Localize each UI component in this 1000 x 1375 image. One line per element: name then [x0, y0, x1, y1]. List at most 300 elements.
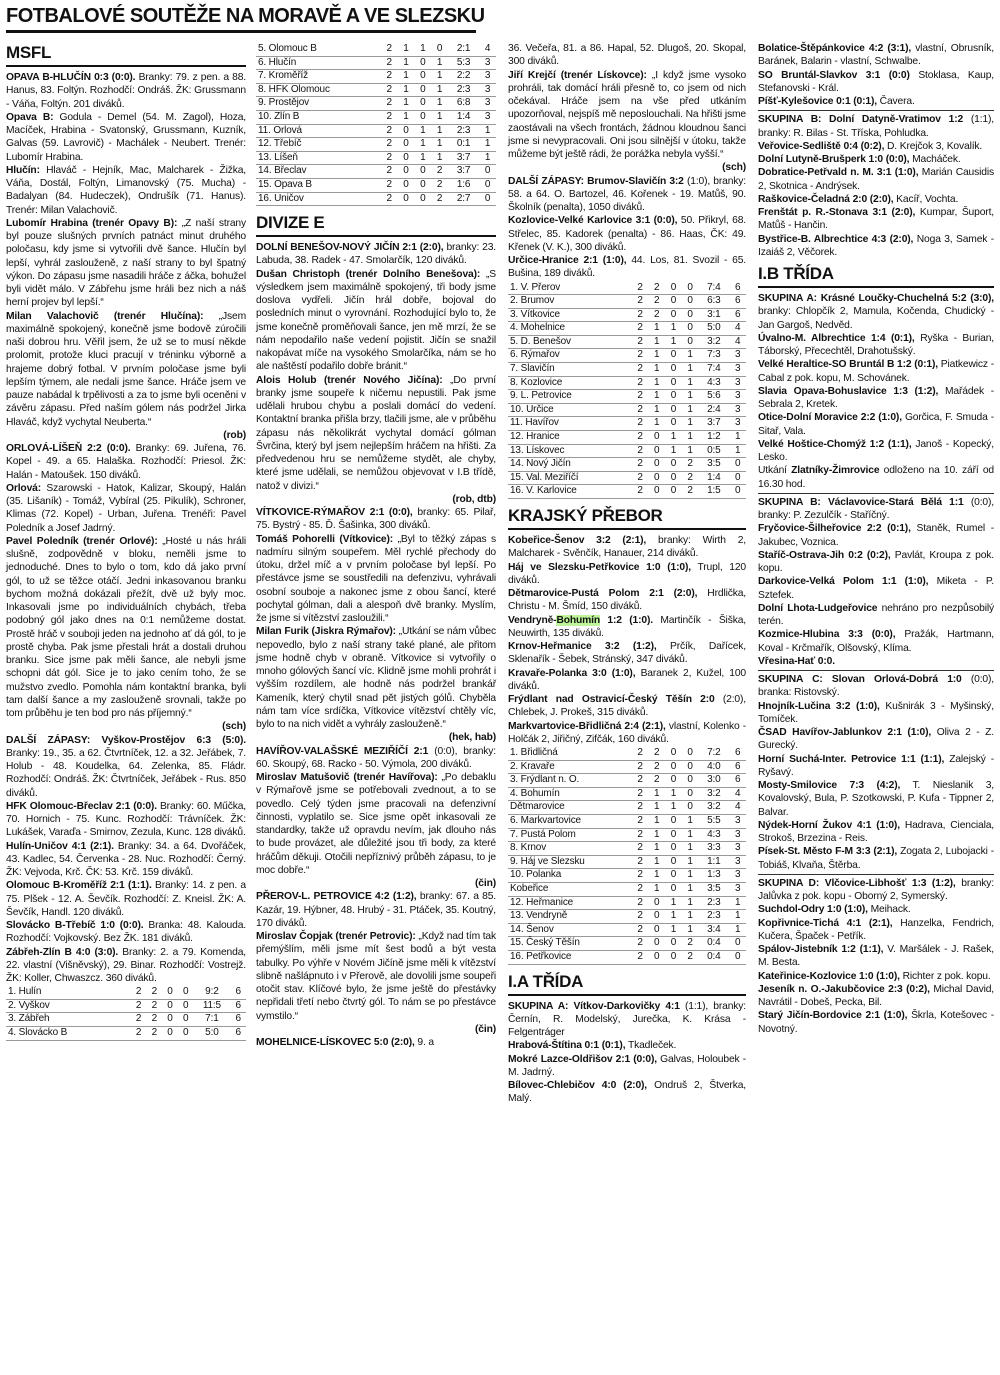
- table-row: [256, 178, 496, 192]
- team-name-cell: 1. Břidličná: [508, 747, 632, 760]
- stat-cell: 1: [479, 124, 496, 138]
- team-name-cell: 1. Hulín: [6, 986, 131, 999]
- table-row: [256, 192, 496, 206]
- stat-cell: 2: [381, 56, 398, 70]
- team-name-cell: 6. Markvartovice: [508, 814, 632, 828]
- stat-cell: 3: [729, 376, 746, 390]
- stat-cell: 3:2: [698, 787, 729, 801]
- team-name-cell: 6. Hlučín: [256, 56, 381, 70]
- stat-cell: 1: [682, 910, 699, 924]
- stat-cell: 3: [729, 349, 746, 363]
- stat-cell: 2: [381, 165, 398, 179]
- stat-cell: 1: [648, 787, 665, 801]
- team-name-cell: 14. Břeclav: [256, 165, 381, 179]
- stat-cell: 0: [729, 458, 746, 472]
- team-name-cell: 15. Opava B: [256, 178, 381, 192]
- stat-cell: 2: [632, 828, 649, 842]
- table-row: [508, 828, 746, 842]
- team-name-cell: 11. Havířov: [508, 417, 632, 431]
- table-row: [508, 431, 746, 445]
- team-name-cell: 2. Vyškov: [6, 999, 131, 1013]
- stat-cell: 7:1: [193, 1013, 230, 1027]
- team-name-cell: 10. Určice: [508, 403, 632, 417]
- stat-cell: 2: [632, 295, 649, 309]
- stat-cell: 0: [665, 485, 682, 499]
- stat-cell: 3: [479, 56, 496, 70]
- stat-cell: 2: [632, 842, 649, 856]
- stat-cell: 2: [632, 349, 649, 363]
- byline: (sch): [722, 162, 746, 174]
- stat-cell: 3: [729, 403, 746, 417]
- column-1: [6, 38, 246, 1047]
- stat-cell: 1: [682, 814, 699, 828]
- team-name-cell: 10. Zlín B: [256, 110, 381, 124]
- team-name-cell: 14. Nový Jičín: [508, 458, 632, 472]
- stat-cell: 6:3: [698, 295, 729, 309]
- stat-cell: 1: [648, 801, 665, 815]
- stat-cell: 1: [648, 390, 665, 404]
- stat-cell: 0: [665, 747, 682, 760]
- standings-table-divize: [508, 282, 746, 500]
- stat-cell: 0: [414, 97, 431, 111]
- match-report: Bolatice-Štěpánkovice 4:2 (3:1), vlastní, Obrusník, Baránek, Balarin - vlastní, Schwalbe.: [758, 43, 994, 68]
- stat-cell: 2:7: [448, 192, 479, 206]
- byline: (čin): [475, 1023, 496, 1035]
- stat-cell: 3: [729, 814, 746, 828]
- table-row: [256, 43, 496, 56]
- quote: Milan Valachovič (trenér Hlučína): „Jsem maximálně spokojený, konečně jsme bodově zúročili naši dobrou hru. Věřil jsem, že už se to musí někde prolomit, protože kluci pracují v tréninku výborně a hrajeme dobrý fotbal. V prvním poločase jsme byli lepším týmem, ale nedali jsme šance. Hráče jsem ve pauze nabádal k trpělivosti a za to jsme byli oceněni v závěru zápasu. Před naším gólem nás podržel Jirka Hlaváč, když vychytal Neuberta.“: [6, 310, 246, 428]
- quote: Miroslav Matušovič (trenér Havířova): „Po debaklu v Rýmařově jsme se potřebovali zvednout, a to se povedlo. Celý týden jsme pracovali na defenzivní činnosti, vyplatilo se. Sice jsme opět inkasovali ze standardky, takže už opravdu nevím, jak dlouho nás to bude provázet, ale důležité jsou tři body, za které hráčům děkuji. Otočili nepříznivý průběh zápasu, to je moc dobře.“: [256, 772, 497, 876]
- stat-cell: 2: [381, 83, 398, 97]
- stat-cell: 2: [131, 999, 147, 1013]
- stat-cell: 2: [131, 1027, 147, 1041]
- stat-cell: 2:1: [448, 43, 479, 56]
- stat-cell: 2: [682, 485, 699, 499]
- match-report: Olomouc B-Kroměříž 2:1 (1:1). Branky: 14. z pen. a 75. Plšek - 12. A. Ševčík. Rozhodčí: Z. Kneisl. ŽK: A. Ševčík, Handl. 120 diváků.: [6, 880, 246, 918]
- team-name-cell: 9. Háj ve Slezsku: [508, 855, 632, 869]
- stat-cell: 2: [632, 444, 649, 458]
- stat-cell: 0: [414, 83, 431, 97]
- stat-cell: 0:4: [698, 950, 729, 964]
- stat-cell: 1: [665, 322, 682, 336]
- stat-cell: 2: [648, 774, 665, 788]
- stat-cell: 2:2: [448, 70, 479, 84]
- stat-cell: 0: [648, 485, 665, 499]
- stat-cell: 1: [665, 431, 682, 445]
- stat-cell: 0: [729, 950, 746, 964]
- lineup: Orlová: Szarowski - Hatok, Kalizar, Skoupý, Halán (35. Lišaník) - Tomáž, Vybíral (25. Pikulík), Schroner, Klimas (72. Kopel) - Urban, Juřena. Trenéři: Pavel Poledník a Josef Jadrný.: [6, 482, 246, 534]
- stat-cell: 1: [729, 923, 746, 937]
- stat-cell: 0: [648, 444, 665, 458]
- stat-cell: 2: [381, 151, 398, 165]
- team-name-cell: 4. Mohelnice: [508, 322, 632, 336]
- match-report: Háj ve Slezsku-Petřkovice 1:0 (1:0), Trupl, 120 diváků.: [508, 561, 746, 586]
- column-3: [508, 42, 746, 1106]
- table-row: [508, 363, 746, 377]
- stat-cell: 1: [431, 97, 448, 111]
- stat-cell: 2: [146, 986, 162, 999]
- stat-cell: 2: [648, 747, 665, 760]
- team-name-cell: 12. Hranice: [508, 431, 632, 445]
- stat-cell: 1: [431, 138, 448, 152]
- table-row: [256, 110, 496, 124]
- match-report: Vendryně-Bohumín 1:2 (1:0). Martinčík - Šiška, Neuwirth, 135 diváků.: [508, 614, 746, 639]
- divider: [758, 874, 994, 875]
- team-name-cell: 2. Kravaře: [508, 760, 632, 774]
- stat-cell: 0: [479, 178, 496, 192]
- table-row: [256, 138, 496, 152]
- stat-cell: 0: [665, 295, 682, 309]
- team-name-cell: 6. Rýmařov: [508, 349, 632, 363]
- stat-cell: 3:5: [698, 882, 729, 896]
- stat-cell: 2: [381, 124, 398, 138]
- stat-cell: 0: [665, 349, 682, 363]
- stat-cell: 0: [665, 882, 682, 896]
- byline: (čin): [475, 878, 496, 890]
- stat-cell: 3:3: [698, 842, 729, 856]
- match-report: SO Bruntál-Slavkov 3:1 (0:0) Stoklasa, Kaup, Stefanovski - Král.: [758, 69, 995, 94]
- match-report: DOLNÍ BENEŠOV-NOVÝ JIČÍN 2:1 (2:0), branky: 23. Labuda, 38. Radek - 47. Smolarčík, 120 diváků.: [256, 242, 496, 267]
- stat-cell: 2: [146, 1027, 162, 1041]
- team-name-cell: 8. HFK Olomouc: [256, 83, 381, 97]
- match-report: Kozmice-Hlubina 3:3 (0:0), Pražák, Hartmann, Koval - Krčmařík, Olšovský, Klíma.: [758, 629, 994, 654]
- stat-cell: 1: [398, 83, 415, 97]
- table-row: [508, 760, 746, 774]
- match-report: Mosty-Smilovice 7:3 (4:2), T. Nieslanik 3, Kovalovský, Bula, P. Szotkowski, P. Kufa - Tippner 2, Balvar.: [758, 780, 994, 818]
- stat-cell: 0: [648, 910, 665, 924]
- quote: Jiří Krejčí (trenér Lískovce): „I když jsme vysoko prohráli, tak domácí hráli přesně to, co jsem od nich očekával. Hráče jsem na vše před utkáním upozorňoval, nejspíš mě neposlouchali. Na hřišti jsme zaostávali na všech frontách, žádnou kloudnou šanci jsme si nevypracovali. Oni jsou silnější v útoku, takže můžeme být ještě rádi, že porážka nebyla vyšší.“: [508, 69, 747, 160]
- match-report: OPAVA B-HLUČÍN 0:3 (0:0). Branky: 79. z pen. a 88. Hanus, 83. Foltýn. Rozhodčí: Ondráš. ŽK: Grussmann - Váňa, Foltýn. 201 diváků.: [6, 72, 246, 110]
- quote: Alois Holub (trenér Nového Jičína): „Do první branky jsme soupeře k ničemu nepustili. Pak jsme udělali hrubou chybu a poslali domácí do vedení. Kontaktní branka přišla brzy, tlačili jsme, ale v průběhu zápasu nás několikrát vychytal domácí gólman Švrčina, který byl jsem nejlepším hráčem na hřišti. Za předvedenou hru se nemůžeme stydět, ale chyby, které jsme udělali, se nemůžou objevovat v I.B třídě, natož v divizi.“: [256, 374, 496, 492]
- stat-cell: 0: [665, 376, 682, 390]
- stat-cell: 11:5: [193, 999, 230, 1013]
- stat-cell: 0: [682, 295, 699, 309]
- stat-cell: 0: [648, 431, 665, 445]
- stat-cell: 1: [682, 390, 699, 404]
- stat-cell: 2: [632, 937, 649, 951]
- stat-cell: 4: [729, 787, 746, 801]
- match-report: Hrabová-Štítina 0:1 (0:1), Tkadleček.: [508, 1040, 677, 1052]
- stat-cell: 1: [431, 83, 448, 97]
- stat-cell: 0: [665, 390, 682, 404]
- table-row: [508, 308, 746, 322]
- standings-table-kp: [508, 747, 746, 965]
- stat-cell: 2: [431, 165, 448, 179]
- stat-cell: 3:7: [448, 151, 479, 165]
- match-report: Suchdol-Odry 1:0 (1:0), Meihack.: [758, 904, 911, 916]
- stat-cell: 0: [398, 124, 415, 138]
- stat-cell: 0: [682, 747, 699, 760]
- match-report: Fryčovice-Šilheřovice 2:2 (0:1), Staněk, Rumel - Jakubec, Voznica.: [758, 523, 994, 548]
- stat-cell: 2: [632, 814, 649, 828]
- stat-cell: 1: [648, 363, 665, 377]
- stat-cell: 0: [479, 165, 496, 179]
- stat-cell: 0: [682, 308, 699, 322]
- stat-cell: 1: [682, 882, 699, 896]
- stat-cell: 1:4: [448, 110, 479, 124]
- stat-cell: 1: [682, 828, 699, 842]
- stat-cell: 1: [665, 896, 682, 910]
- match-report: Píšť-Kylešovice 0:1 (0:1), Čavera.: [758, 96, 915, 107]
- stat-cell: 3: [729, 855, 746, 869]
- stat-cell: 2: [381, 97, 398, 111]
- stat-cell: 1:1: [698, 855, 729, 869]
- stat-cell: 2:4: [698, 403, 729, 417]
- stat-cell: 1: [682, 855, 699, 869]
- team-name-cell: 2. Brumov: [508, 295, 632, 309]
- match-report: Veřovice-Sedliště 0:4 (0:2), D. Krejčok 3, Kovalík.: [758, 140, 983, 152]
- team-name-cell: 16. Petřkovice: [508, 950, 632, 964]
- stat-cell: 2: [381, 178, 398, 192]
- stat-cell: 0: [479, 192, 496, 206]
- stat-cell: 3: [729, 363, 746, 377]
- stat-cell: 1: [431, 56, 448, 70]
- divider: [758, 110, 994, 111]
- stat-cell: 1: [479, 138, 496, 152]
- stat-cell: 1: [431, 70, 448, 84]
- stat-cell: 0: [682, 322, 699, 336]
- quote: Tomáš Pohorelli (Vítkovice): „Byl to těžký zápas s nadmíru silným soupeřem. Měl rychlé přechody do útoku, držel míč a v prvním poločase byl lepší. Po přestávce jsme se soustředili na defenzivu, vyhrávali osobní souboje a nakonec jsme z obou šancí, které pochytal gólman, dali a alespoň dvě branky. Myslím, že jsme si vítězství zasloužili.“: [256, 533, 496, 625]
- stat-cell: 6: [729, 774, 746, 788]
- stat-cell: 1: [682, 403, 699, 417]
- stat-cell: 2: [632, 417, 649, 431]
- stat-cell: 1: [398, 43, 415, 56]
- stat-cell: 0: [648, 471, 665, 485]
- stat-cell: 0: [665, 937, 682, 951]
- stat-cell: 2: [648, 760, 665, 774]
- match-report: Markvartovice-Břidličná 2:4 (2:1), vlastní, Kolenko - Holčák 2, Jiřičný, Zifčák, 160 diváků.: [508, 720, 746, 745]
- match-report: Starý Jičín-Bordovice 2:1 (1:0), Škrla, Kotešovec - Novotný.: [758, 1010, 994, 1035]
- stat-cell: 1: [398, 110, 415, 124]
- stat-cell: 1: [431, 110, 448, 124]
- stat-cell: 5:6: [698, 390, 729, 404]
- team-name-cell: 9. L. Petrovice: [508, 390, 632, 404]
- stat-cell: 1: [665, 910, 682, 924]
- table-row: [256, 70, 496, 84]
- match-report: Nýdek-Horní Žukov 4:1 (1:0), Hadrava, Cienciala, Strokoš, Brzezina - Reis.: [758, 819, 994, 844]
- match-report: Dobratice-Petřvald n. M. 3:1 (1:0), Marián Causidis 2, Skotnica - Andrýsek.: [758, 167, 994, 192]
- match-report: Velké Heraltice-SO Bruntál B 1:2 (0:1), Piatkewicz - Cabal z pok. kopu, M. Schovánek.: [758, 359, 994, 384]
- stat-cell: 2: [632, 801, 649, 815]
- stat-cell: 0: [665, 842, 682, 856]
- table-row: [256, 83, 496, 97]
- stat-cell: 2: [381, 43, 398, 56]
- stat-cell: 9:2: [193, 986, 230, 999]
- table-row: [508, 910, 746, 924]
- team-name-cell: 3. Vítkovice: [508, 308, 632, 322]
- stat-cell: 2: [682, 458, 699, 472]
- match-report: SKUPINA C: Slovan Orlová-Dobrá 1:0 (0:0), branka: Ristovský.: [758, 674, 994, 699]
- stat-cell: 0: [682, 335, 699, 349]
- stat-cell: 0: [414, 165, 431, 179]
- stat-cell: 0: [665, 774, 682, 788]
- team-name-cell: 11. Orlová: [256, 124, 381, 138]
- stat-cell: 7:4: [698, 363, 729, 377]
- table-row: [256, 97, 496, 111]
- stat-cell: 3: [729, 390, 746, 404]
- standings-table-msfl-b: [256, 43, 496, 206]
- stat-cell: 0: [665, 471, 682, 485]
- quote: Dušan Christoph (trenér Dolního Benešova): „S výsledkem jsem maximálně spokojený, tři body jsme doslova vydřeli. Jičín hrál dobře, bojoval do posledních minut o vyrovnání. Rozhodující bylo to, že jsme konečně proměňovali šance, jen mě mrzí, že se nám nepodařilo naše vedení pojistit. Jičín se snažil nakopávat míče na vysokého Smolarčíka, nám se ho ale naštěstí podařilo dobře bránit.“: [256, 268, 497, 373]
- stat-cell: 0: [398, 138, 415, 152]
- stat-cell: 2: [632, 403, 649, 417]
- stat-cell: 2: [632, 869, 649, 883]
- stat-cell: 6: [729, 308, 746, 322]
- team-name-cell: 16. V. Karlovice: [508, 485, 632, 499]
- table-row: [508, 458, 746, 472]
- stat-cell: 2: [648, 295, 665, 309]
- match-report: Zábřeh-Zlín B 4:0 (3:0). Branky: 2. a 79. Komenda, 22. vlastní (Višněvský), 29. Binar. Rozhodčí: Vostrejž. ŽK: Koller, Chwaszcz. 360 diváků.: [6, 946, 246, 984]
- stat-cell: 2: [632, 458, 649, 472]
- table-row: [508, 869, 746, 883]
- team-name-cell: 16. Uničov: [256, 192, 381, 206]
- team-name-cell: 8. Kozlovice: [508, 376, 632, 390]
- team-name-cell: 13. Líšeň: [256, 151, 381, 165]
- team-name-cell: 8. Krnov: [508, 842, 632, 856]
- team-name-cell: 15. Český Těšín: [508, 937, 632, 951]
- stat-cell: 0: [648, 937, 665, 951]
- stat-cell: 3:5: [698, 458, 729, 472]
- stat-cell: 6: [230, 999, 246, 1013]
- stat-cell: 1: [729, 444, 746, 458]
- table-row: [508, 774, 746, 788]
- team-name-cell: 3. Frýdlant n. O.: [508, 774, 632, 788]
- stat-cell: 1: [682, 444, 699, 458]
- stat-cell: 1: [414, 43, 431, 56]
- stat-cell: 0: [162, 1027, 178, 1041]
- table-row: [508, 937, 746, 951]
- stat-cell: 0: [682, 774, 699, 788]
- table-row: [508, 814, 746, 828]
- stat-cell: 1: [648, 349, 665, 363]
- byline: (rob, dtb): [452, 493, 496, 505]
- team-name-cell: 5. D. Benešov: [508, 335, 632, 349]
- table-row: [6, 986, 246, 999]
- match-report: Dolní Lhota-Ludgeřovice nehráno pro nezpůsobilý terén.: [758, 602, 994, 627]
- match-report: SKUPINA B: Václavovice-Stará Bělá 1:1 (0:0), branky: P. Zezulčík - Staříčný.: [758, 496, 994, 521]
- stat-cell: 0: [162, 1013, 178, 1027]
- quote: Miroslav Čopjak (trenér Petrovic): „Když nad tím tak přemýšlím, měli jsme mít šest bodů a být vesta tabulky. Po výhře v Novém Jičíně jsme měli k vítězství slibně našlápnuto i v Přerově, ale dovolili jsme soupeři otočit stav. Klíčové bylo, že jsme ještě do přestávky nepřidali třetí nebo čtvrtý gól. To nám se po přestávce vymstilo.“: [256, 931, 496, 1022]
- match-report: Kopřivnice-Tichá 4:1 (2:1), Hanzelka, Fendrich, Kučera, Špaček - Petřík.: [758, 917, 994, 942]
- stat-cell: 0:5: [698, 444, 729, 458]
- stat-cell: 2: [632, 390, 649, 404]
- stat-cell: 0:1: [448, 138, 479, 152]
- match-report: ORLOVÁ-LÍŠEŇ 2:2 (0:0). Branky: 69. Juřena, 76. Kopel - 49. a 65. Halaška. Rozhodčí: Priesol. ŽK: Halán - Matoušek. 150 diváků.: [6, 443, 247, 481]
- stat-cell: 1: [398, 70, 415, 84]
- match-report: Kobeřice-Šenov 3:2 (2:1), branky: Wirth 2, Malcharek - Svěnčík, Hanauer, 214 diváků.: [508, 535, 746, 560]
- table-row: [508, 485, 746, 499]
- divider: [758, 493, 994, 494]
- stat-cell: 1: [479, 151, 496, 165]
- stat-cell: 0: [665, 458, 682, 472]
- stat-cell: 1: [648, 842, 665, 856]
- match-report: Spálov-Jistebník 1:2 (1:1), V. Maršálek - J. Rašek, M. Besta.: [758, 944, 994, 969]
- stat-cell: 2: [381, 70, 398, 84]
- team-name-cell: 15. Val. Meziříčí: [508, 471, 632, 485]
- stat-cell: 4:3: [698, 828, 729, 842]
- stat-cell: 3:4: [698, 923, 729, 937]
- stat-cell: 0: [682, 787, 699, 801]
- match-report: ČSAD Havířov-Jablunkov 2:1 (1:0), Oliva 2 - Z. Gurecký.: [758, 727, 994, 752]
- stat-cell: 2:3: [448, 83, 479, 97]
- stat-cell: 0: [414, 70, 431, 84]
- match-report: Kravaře-Polanka 3:0 (1:0), Baranek 2, Kužel, 100 diváků.: [508, 667, 746, 692]
- stat-cell: 0: [682, 801, 699, 815]
- stat-cell: 0: [682, 760, 699, 774]
- stat-cell: 3:7: [448, 165, 479, 179]
- match-report: Frenštát p. R.-Stonava 3:1 (2:0), Kumpar, Šuport, Matůš - Hančin.: [758, 207, 994, 232]
- stat-cell: 6: [729, 295, 746, 309]
- match-report: Slavia Opava-Bohuslavice 1:3 (1:2), Mařádek - Sebrala 2, Kretek.: [758, 385, 994, 410]
- table-row: [508, 335, 746, 349]
- stat-cell: 3: [729, 417, 746, 431]
- quote: Pavel Poledník (trenér Orlové): „Hosté u nás hráli slušně, zodpovědně v bloku, neměli jsme to jednoduché. Dnes to bylo o tom, kdo dá jako první gól, to už se těžce otáčí. Jedni inkasovanou branku bychom možná dokázali přežít, dvě už byly moc. Inkasovali jsme po individuálních chybách, třeba podobný gól jako dnes na 0:1 nemůžeme dostat. Prostě hráč v souboji jeden na jednoho ať dá gól, to je prostě chyba. Pak jsme přestali hrát a dostali druhou branku. Sice jsme pak měli šance, ale nebyli jsme schopni dát gól. Sice je to jako cením toho, že se mužstvo zvedlo. Pomohla nám kontaktní branka, byli tam další šance a my zaslouženě srovnali, takže po tom průběhu je ten bod pro nás příjemný.“: [6, 535, 246, 719]
- match-report: Staříč-Ostrava-Jih 0:2 (0:2), Pavlát, Kroupa z pok. kopu.: [758, 549, 994, 574]
- stat-cell: 2: [431, 178, 448, 192]
- column-2: [256, 42, 496, 1049]
- stat-cell: 5:5: [698, 814, 729, 828]
- stat-cell: 1:2: [698, 431, 729, 445]
- team-name-cell: 4. Slovácko B: [6, 1027, 131, 1041]
- table-row: [508, 896, 746, 910]
- match-report: Frýdlant nad Ostravicí-Český Těšín 2:0 (2:0), Chlebek, J. Prokeš, 315 diváků.: [508, 694, 746, 719]
- match-report: HFK Olomouc-Břeclav 2:1 (0:0). Branky: 60. Műčka, 70. Hornich - 75. Kunc. Rozhodčí: Trávníček. ŽK: Lukášek, Varaďa - Smirnov, Zezula, Kunc. 128 diváků.: [6, 800, 246, 839]
- stat-cell: 3:2: [698, 335, 729, 349]
- team-name-cell: 7. Pustá Polom: [508, 828, 632, 842]
- stat-cell: 1: [682, 431, 699, 445]
- table-row: [508, 950, 746, 964]
- stat-cell: 1: [729, 431, 746, 445]
- match-report: MOHELNICE-LÍSKOVEC 5:0 (2:0), 9. a: [256, 1037, 434, 1049]
- stat-cell: 2: [682, 471, 699, 485]
- stat-cell: 6: [729, 747, 746, 760]
- section-ia-trida: I.A TŘÍDA: [508, 971, 746, 996]
- stat-cell: 1: [648, 417, 665, 431]
- table-row: [508, 390, 746, 404]
- match-report: Jeseník n. O.-Jakubčovice 2:3 (0:2), Michal David, Navrátil - Dobeš, Pecka, Bil.: [758, 983, 995, 1008]
- team-name-cell: Kobeřice: [508, 882, 632, 896]
- stat-cell: 4: [479, 43, 496, 56]
- stat-cell: 1: [729, 896, 746, 910]
- match-report: Krnov-Heřmanice 3:2 (1:2), Prčík, Dařícek, Sklenařík - Šebek, Stránský, 347 diváků.: [508, 641, 746, 666]
- stat-cell: 1: [648, 376, 665, 390]
- table-row: [6, 1013, 246, 1027]
- stat-cell: 2: [682, 937, 699, 951]
- stat-cell: 4: [729, 322, 746, 336]
- stat-cell: 1: [648, 814, 665, 828]
- stat-cell: 4:3: [698, 376, 729, 390]
- stat-cell: 1: [665, 787, 682, 801]
- stat-cell: 2: [381, 110, 398, 124]
- table-row: [508, 882, 746, 896]
- stat-cell: 0: [665, 869, 682, 883]
- byline: (hek, hab): [448, 732, 496, 744]
- stat-cell: 1: [665, 335, 682, 349]
- match-report: Určice-Hranice 2:1 (1:0), 44. Los, 81. Svozil - 65. Bušina, 189 diváků.: [508, 255, 746, 280]
- table-row: [508, 282, 746, 295]
- stat-cell: 1: [682, 842, 699, 856]
- table-row: [508, 295, 746, 309]
- byline: (sch): [222, 721, 246, 733]
- stat-cell: 1: [648, 322, 665, 336]
- stat-cell: 2: [648, 308, 665, 322]
- stat-cell: 2: [648, 282, 665, 295]
- stat-cell: 2: [632, 485, 649, 499]
- stat-cell: 2: [146, 1013, 162, 1027]
- stat-cell: 2: [632, 282, 649, 295]
- stat-cell: 2: [632, 774, 649, 788]
- stat-cell: 4:0: [698, 760, 729, 774]
